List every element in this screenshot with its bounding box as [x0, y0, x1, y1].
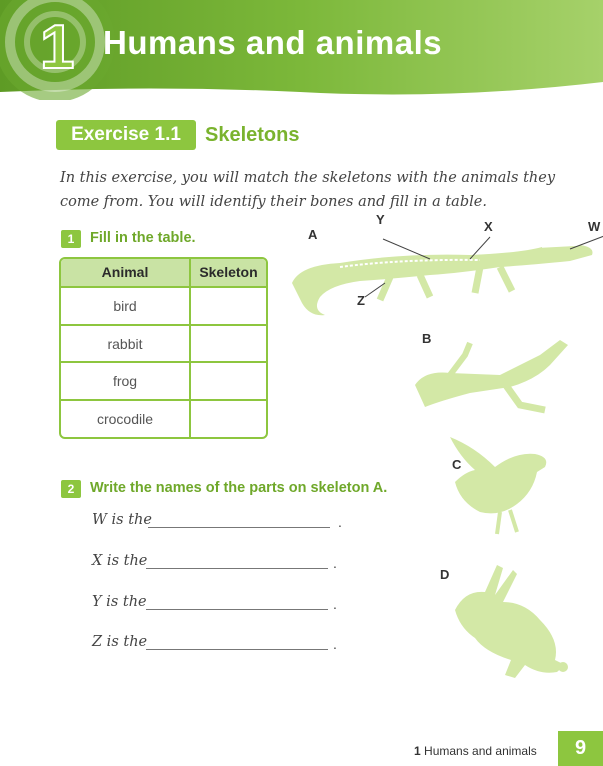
exercise-title: Skeletons: [205, 124, 300, 146]
part-label-z: Z: [357, 293, 365, 308]
rabbit-skeleton: [445, 560, 575, 690]
part-label-y: Y: [376, 212, 385, 227]
animal-cell: bird: [61, 288, 191, 324]
animal-cell: crocodile: [61, 401, 191, 439]
end-mark: .: [338, 514, 342, 530]
answer-line-x[interactable]: [146, 568, 328, 569]
frog-skeleton: [410, 335, 580, 415]
header-animal: Animal: [61, 259, 191, 286]
footer-chapter-title: Humans and animals: [424, 744, 537, 758]
skeleton-label-d: D: [440, 567, 450, 582]
animal-cell: rabbit: [61, 326, 191, 362]
intro-text: In this exercise, you will match the skeletons with the animals they come from. You will identify their bones and fill in a table.: [60, 170, 556, 210]
animal-cell: frog: [61, 363, 191, 399]
skeleton-cell[interactable]: [191, 363, 266, 399]
table-row: [61, 326, 266, 364]
chapter-title: Humans and animals: [103, 24, 443, 61]
answer-line-y[interactable]: [146, 609, 328, 610]
blank-label-w: W is the: [92, 512, 152, 528]
end-mark: .: [333, 596, 337, 612]
table-row: [61, 363, 266, 401]
header-skeleton: Skeleton: [199, 264, 258, 280]
footer-chapter-number: 1: [414, 744, 421, 758]
bird-skeleton: [445, 432, 555, 542]
question-1-number: 1: [61, 230, 81, 248]
skeleton-cell[interactable]: [191, 326, 266, 362]
end-mark: .: [333, 636, 337, 652]
answer-line-z[interactable]: [146, 649, 328, 650]
skeleton-cell[interactable]: [191, 401, 266, 439]
chapter-number: 1: [40, 13, 75, 82]
end-mark: .: [333, 555, 337, 571]
part-label-w: W: [588, 219, 601, 234]
skeleton-label-b: B: [422, 331, 432, 346]
exercise-badge: Exercise 1.1: [56, 120, 196, 150]
animal-table: [59, 257, 268, 439]
skeleton-cell[interactable]: [191, 288, 266, 324]
table-header: [61, 259, 266, 288]
question-2-text: Write the names of the parts on skeleton A.: [90, 480, 388, 496]
question-2-number: 2: [61, 480, 81, 498]
part-label-x: X: [484, 219, 493, 234]
skeleton-label-a: A: [308, 227, 318, 242]
answer-line-w[interactable]: [148, 527, 330, 528]
question-1-text: Fill in the table.: [90, 230, 196, 246]
table-row: [61, 401, 266, 439]
table-row: [61, 288, 266, 326]
skeleton-label-c: C: [452, 457, 462, 472]
blank-label-y: Y is the: [92, 594, 147, 610]
crocodile-skeleton: [280, 225, 603, 325]
blank-label-z: Z is the: [92, 634, 148, 650]
page-number: 9: [558, 731, 603, 766]
footer-chapter: [414, 744, 537, 758]
blank-label-x: X is the: [92, 553, 148, 569]
